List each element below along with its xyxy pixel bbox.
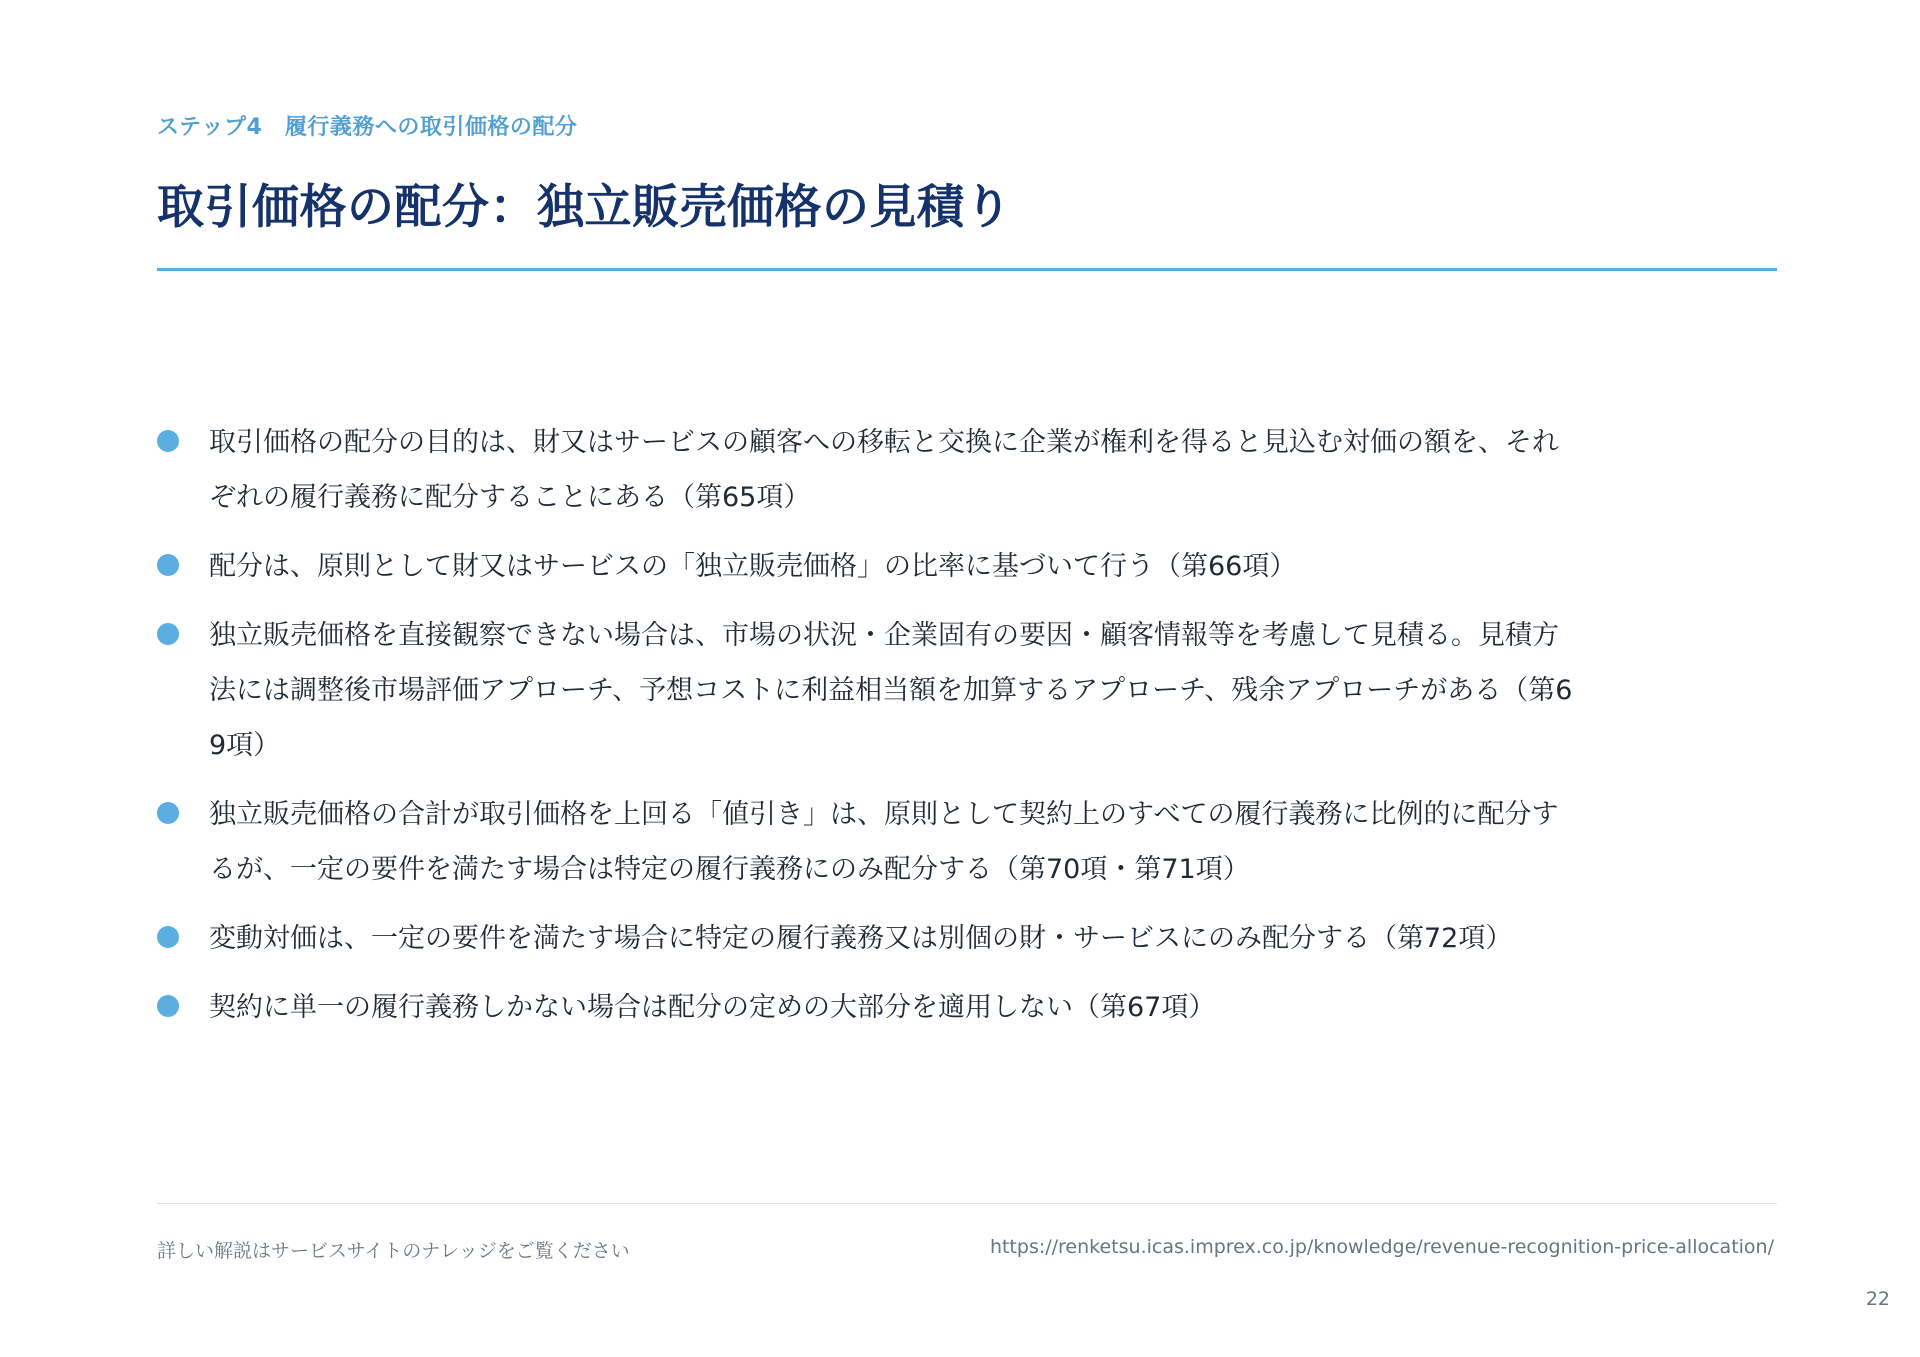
bullet-item (157, 980, 1577, 1035)
bullet-item (157, 539, 1577, 594)
bullet-dot-icon (157, 995, 179, 1017)
bullet-text: 取引価格の配分の目的は、財又はサービスの顧客への移転と交換に企業が権利を得ると見込む対価の額を、それぞれの履行義務に配分することにある（第65項） (209, 427, 1559, 513)
bullet-item (157, 608, 1577, 773)
bullet-text: 独立販売価格の合計が取引価格を上回る「値引き」は、原則として契約上のすべての履行義務に比例的に配分するが、一定の要件を満たす場合は特定の履行義務にのみ配分する（第70項・第71項） (209, 799, 1559, 885)
bullet-dot-icon (157, 430, 179, 452)
section-eyebrow: ステップ4 履行義務への取引価格の配分 (157, 115, 578, 140)
footer-note: 詳しい解説はサービスサイトのナレッジをご覧ください (157, 1240, 630, 1262)
bullet-text: 独立販売価格を直接観察できない場合は、市場の状況・企業固有の要因・顧客情報等を考慮して見積る。見積方法には調整後市場評価アプローチ、予想コストに利益相当額を加算するアプローチ、残余アプローチがある（第69項） (209, 620, 1573, 761)
bullet-text: 契約に単一の履行義務しかない場合は配分の定めの大部分を適用しない（第67項） (209, 992, 1216, 1023)
bullet-item (157, 911, 1577, 966)
bullet-list (157, 415, 1577, 1049)
bullet-dot-icon (157, 623, 179, 645)
page-number: 22 (1865, 1288, 1890, 1310)
bullet-dot-icon (157, 554, 179, 576)
bullet-item (157, 787, 1577, 897)
bullet-dot-icon (157, 802, 179, 824)
bullet-text: 変動対価は、一定の要件を満たす場合に特定の履行義務又は別個の財・サービスにのみ配分する（第72項） (209, 923, 1513, 954)
title-divider (157, 268, 1777, 271)
bullet-dot-icon (157, 926, 179, 948)
footer-url-link[interactable]: https://renketsu.icas.imprex.co.jp/knowledge/revenue-recognition-price-allocation/ (989, 1236, 1774, 1258)
bullet-text: 配分は、原則として財又はサービスの「独立販売価格」の比率に基づいて行う（第66項） (209, 551, 1297, 582)
page-title: 取引価格の配分：独立販売価格の見積り (157, 180, 1012, 235)
bullet-item (157, 415, 1577, 525)
footer-divider (157, 1203, 1777, 1204)
